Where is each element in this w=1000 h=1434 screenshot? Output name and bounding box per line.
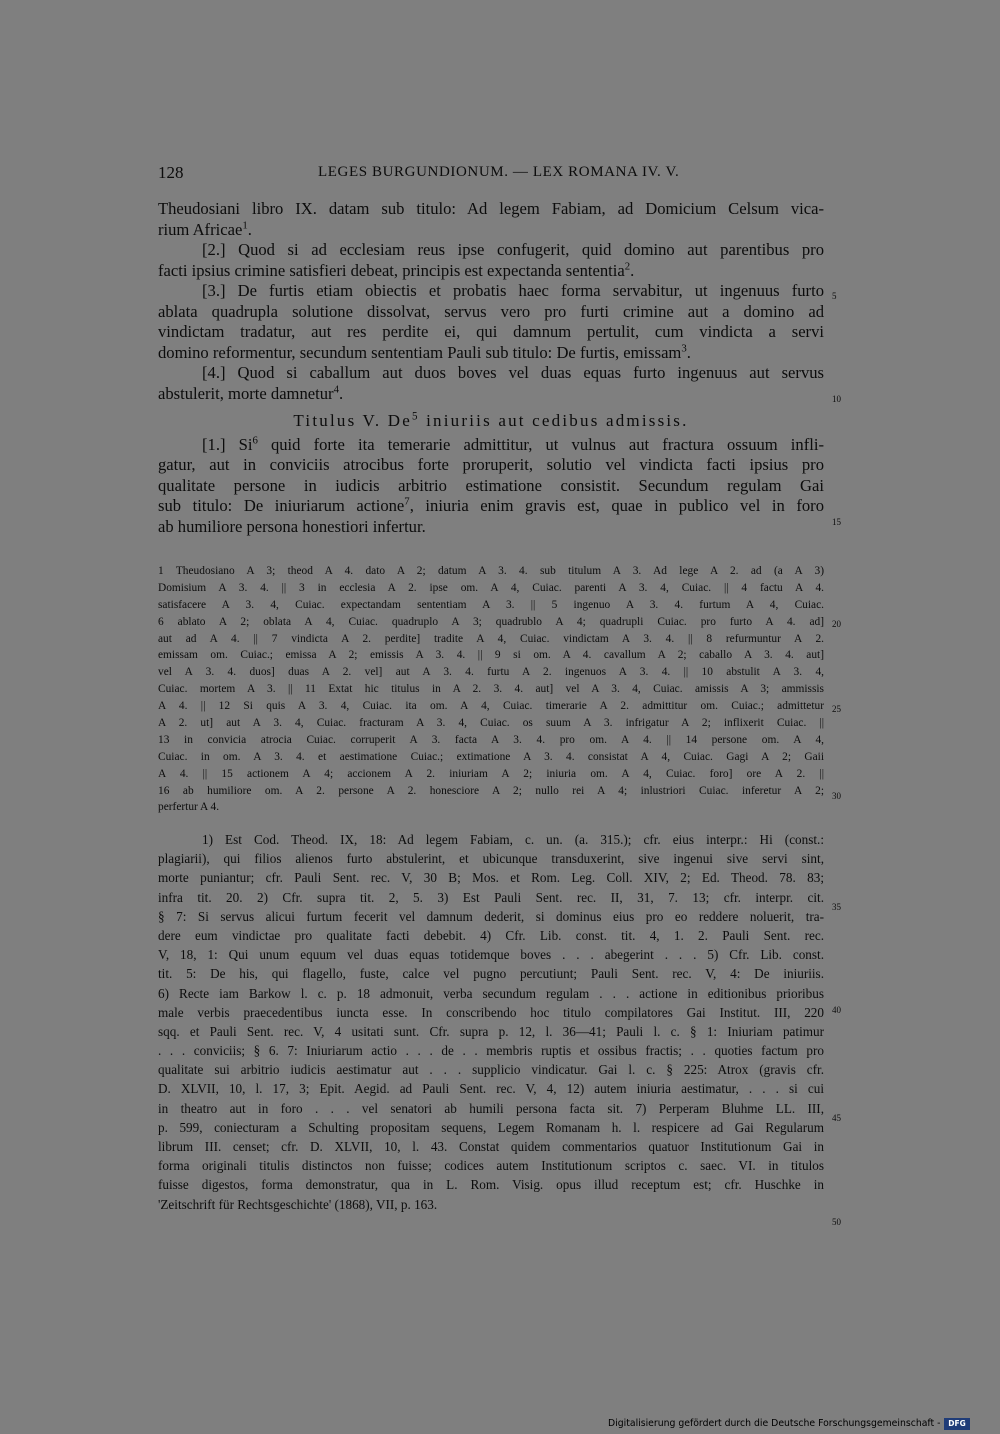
footnote-line: D. XLVII, 10, l. 17, 3; Epit. Aegid. ad Pauli Sent. rec. V, 4, 12) autem iniuria aestimatur, . . . si cui	[158, 1081, 824, 1097]
footnote-ref: 7	[404, 495, 410, 508]
funding-text: Digitalisierung gefördert durch die Deutsche Forschungsgemeinschaft -	[608, 1418, 941, 1429]
text-line: facti ipsius crimine satisfieri debeat, principis est expectanda sententia$^2$.	[158, 259, 635, 280]
apparatus-line: Cuiac. mortem A 3. || 11 Extat hic titulus in A 2. 3. 4. aut] vel A 3. 4, Cuiac. amissis A 3; ammissis	[158, 683, 824, 696]
footnote-ref: 3	[681, 341, 687, 354]
text-line: ab humiliore persona honestiori infertur.	[158, 516, 426, 536]
apparatus-line: A 4. || 15 actionem A 4; accionem A 2. iniuriam A 2; iniuria om. A 4, Cuiac. foro] ore A 2. ||	[158, 767, 824, 780]
page-number: 128	[158, 163, 184, 182]
footnote-ref: 4	[333, 382, 339, 395]
apparatus-line: 6 ablato A 2; oblata A 4, Cuiac. quadruplo A 3; quadrublo A 4; quadrupli Cuiac. pro furto A 4. ad]	[158, 615, 824, 628]
apparatus-line: 1 Theudosiano A 3; theod A 4. dato A 2; datum A 3. 4. sub titulum A 3. Ad lege A 2. ad (a A 3)	[158, 565, 824, 577]
line-number: 40	[832, 1005, 841, 1015]
footnote-line: infra tit. 20. 2) Cfr. supra tit. 2, 5. 3) Est Pauli Sent. rec. II, 31, 7. 13; cfr. interpr. cit.	[158, 889, 824, 905]
footnote-ref: 5	[411, 410, 420, 423]
critical-apparatus	[158, 563, 824, 816]
footnote-line: forma originali titulis distinctos non fuisse; codices autem Institutionum scriptos c. saec. VI. in titulos	[158, 1158, 824, 1174]
line-number: 25	[832, 704, 841, 714]
footnote-line: dere eum vindictae pro qualitate facti debebit. 4) Cfr. Lib. const. tit. 4, 1. 2. Pauli Sent. rec.	[158, 927, 824, 943]
footnote-line: tit. 5: De his, qui flagello, fuste, calce vel pugno percutiunt; Pauli Sent. rec. V, 4: De iniuriis.	[158, 966, 824, 982]
footnote-line: plagiarii), qui filios alienos furto abstulerint, et ubicunque transduxerint, sive ingenui sive servi sint,	[158, 851, 824, 867]
text-line: vindictam tradatur, aut res perdite ei, qui damnum pertulit, cum vindicta a servi	[158, 322, 824, 341]
footnote-line: § 7: Si servus alicui furtum fecerit vel damnum dederit, si dominus eius pro eo reddere noluerit, tra-	[158, 908, 824, 924]
footnote-line: qualitate sui arbitrio iudicis aestimatur aut . . . supplicio vindicatur. Gai l. c. § 225: Atrox (gravis cfr.	[158, 1062, 824, 1078]
text-line: abstulerit, morte damnetur$^4$.	[158, 382, 344, 403]
line-number: 10	[832, 394, 841, 404]
text-line: sub titulo: De iniuriarum actione$^7$, iniuria enim gravis est, quae in publico vel in foro	[158, 495, 824, 515]
apparatus-line: A 2. ut] aut A 3. 4, Cuiac. fracturam A 3. 4, Cuiac. os suum A 3. infrigatur A 2; inflixerit Cuiac. ||	[158, 717, 824, 730]
line-number: 30	[832, 791, 841, 801]
apparatus-line: Domisium A 3. 4. || 3 in ecclesia A 2. ipse om. A 4, Cuiac. parenti A 3. 4, Cuiac. || 4 factu A 4.	[158, 581, 824, 594]
main-text	[158, 199, 824, 537]
footnote-line: male verbis praecedentibus iuncta esse. In conscribendo hoc titulo compilatores Gai Institut. III, 220	[158, 1004, 824, 1020]
line-number: 20	[832, 619, 841, 629]
apparatus-line: satisfacere A 3. 4, Cuiac. expectandam sententiam A 3. || 5 ingenuo A 3. 4. furtum A 4, Cuiac.	[158, 598, 824, 611]
footnote-line: 1) Est Cod. Theod. IX, 18: Ad legem Fabiam, c. un. (a. 315.); cfr. eius interpr.: Hi (const.:	[202, 832, 824, 847]
apparatus-line: perfertur A 4.	[158, 801, 220, 814]
dfg-logo: DFG	[944, 1418, 970, 1430]
footnote-ref: 2	[624, 259, 631, 272]
text-line: rium Africae$^1$.	[158, 218, 252, 239]
line-number: 15	[832, 517, 841, 527]
text-line: domino reformentur, secundum sententiam Pauli sub titulo: De furtis, emissam$^3$.	[158, 341, 691, 362]
line-number: 50	[832, 1217, 841, 1227]
text-line: [1.] Si$^6$ quid forte ita temerarie admittitur, ut vulnus aut fractura ossuum infli-	[202, 433, 824, 454]
footnote-ref: 1	[242, 218, 248, 231]
apparatus-line: aut ad A 4. || 7 vindicta A 2. perdite] tradite A 4, Cuiac. vindictam A 3. 4. || 8 refurmuntur A 2.	[158, 632, 824, 645]
footnotes	[158, 830, 824, 1214]
page-header	[158, 163, 828, 185]
apparatus-line: 16 ab humiliore om. A 2. persone A 2. honesciore A 2; nullo rei A 4; inlustriori Cuiac. inferetur A 2;	[158, 784, 824, 797]
text-line: gatur, aut in conviciis atrocibus forte proruperit, solutio vel vindicta facti ipsius pro	[158, 455, 824, 474]
apparatus-line: A 4. || 12 Si quis A 3. 4, Cuiac. ita om. A 4, Cuiac. timerarie A 2. admittitur om. Cuiac.; admittetur	[158, 700, 824, 713]
footnote-line: in theatro aut in foro . . . vel senatori ab humili persona facta sit. 7) Perperam Bluhme LL. III,	[158, 1100, 824, 1116]
footnote-line: librum III. censet; cfr. D. XLVII, 10, l. 43. Constat quidem commentarios quatuor Institutionum Gai in	[158, 1139, 824, 1154]
line-number: 35	[832, 902, 841, 912]
footnote-line: V, 18, 1: Qui unum equum vel duas equas totidemque boves . . . abegerint . . . 5) Cfr. Lib. const.	[158, 947, 824, 963]
footnote-line: . . . conviciis; § 6. 7: Iniuriarum actio . . . de . . membris ruptis et ossibus fractis; . . quoties factum pro	[158, 1043, 824, 1059]
text-line: [3.] De furtis etiam obiectis et probatis haec forma servabitur, ut ingenuus furto	[202, 281, 824, 300]
line-number: 5	[832, 291, 837, 301]
line-number: 45	[832, 1113, 841, 1123]
footnote-line: sqq. et Pauli Sent. rec. V, 4 usitati sunt. Cfr. supra p. 12, l. 36—41; Pauli l. c. § 1: Iniuriam patimur	[158, 1023, 824, 1039]
apparatus-line: 13 in convicia atrocia Cuiac. corruperit A 3. facta A 3. 4. pro om. A 4. || 14 persone om. A 4,	[158, 733, 824, 746]
text-line: qualitate persone in iudicis arbitrio estimatione consistit. Secundum regulam Gai	[158, 475, 824, 495]
footnote-line: p. 599, coniecturam a Schulting propositam sequens, Legem Romanam h. l. respicere ad Gai Regularum	[158, 1119, 824, 1135]
footnote-line: fuisse digestos, forma demonstratur, qua in L. Rom. Visig. opus illud receptum est; cfr. Huschke in	[158, 1177, 824, 1193]
text-line: Theudosiani libro IX. datam sub titulo: Ad legem Fabiam, ad Domicium Celsum vica-	[158, 199, 824, 218]
apparatus-line: Cuiac. in om. A 3. 4. et aestimatione Cuiac.; extimatione A 3. 4. consistat A 4, Cuiac. Gagi A 2; Gaii	[158, 750, 824, 763]
text-line: [2.] Quod si ad ecclesiam reus ipse confugerit, quid domino aut parentibus pro	[202, 240, 824, 259]
text-line: ablata quadrupla solutione dissolvat, servus vero pro furti crimine aut a domino ad	[158, 301, 824, 321]
apparatus-line: emissam om. Cuiac.; emissa A 2; emissis A 3. 4. || 9 si om. A 4. cavallum A 2; caballo A 3. 4. aut]	[158, 649, 824, 662]
text-line: [4.] Quod si caballum aut duos boves vel duas equas furto ingenuus aut servus	[202, 363, 824, 382]
footnote-line: 'Zeitschrift für Rechtsgeschichte' (1868), VII, p. 163.	[158, 1196, 438, 1212]
section-title: Titulus V. De$^5$ iniuriis aut cedibus admissis.	[293, 410, 689, 430]
apparatus-line: vel A 3. 4. duos] duas A 2. vel] aut A 3. 4. furtu A 2. ingenuos A 3. 4. || 10 abstulit A 3. 4,	[158, 666, 824, 679]
footnote-line: morte puniantur; cfr. Pauli Sent. rec. V, 30 B; Mos. et Rom. Leg. Coll. XIV, 2; Ed. Theod. 78. 83;	[158, 870, 824, 886]
funding-footer	[608, 1418, 970, 1431]
footnote-ref: 6	[252, 433, 258, 446]
footnote-line: 6) Recte iam Barkow l. c. p. 18 admonuit, verba secundum regulam . . . actione in editionibus prioribus	[158, 985, 824, 1001]
running-head: LEGES BURGUNDIONUM. — LEX ROMANA IV. V.	[318, 164, 680, 180]
